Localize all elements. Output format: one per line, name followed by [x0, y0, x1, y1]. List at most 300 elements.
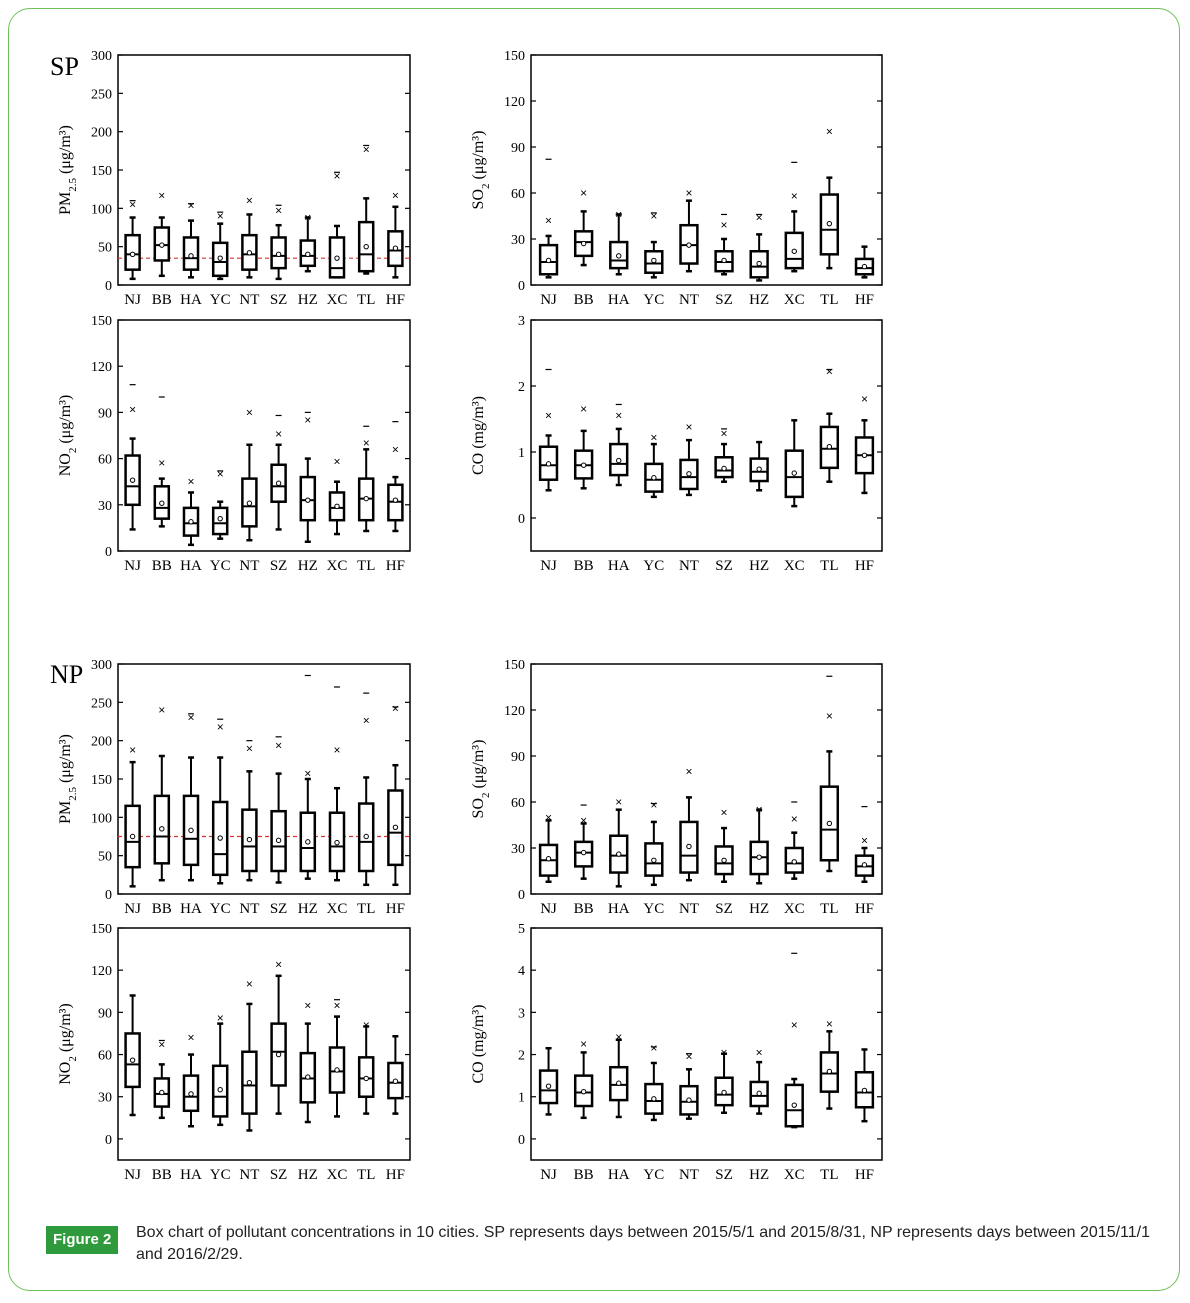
- y-tick-label: 120: [504, 704, 525, 719]
- x-tick-label-yc: YC: [643, 558, 665, 574]
- y-tick-label: 2: [518, 380, 525, 395]
- mean-marker: [364, 244, 368, 248]
- box-nt: [681, 186, 698, 271]
- outlier-marker: ×: [860, 833, 868, 848]
- box-nj: [540, 810, 557, 881]
- mean-marker: [687, 472, 691, 476]
- box-sz: [716, 1045, 733, 1112]
- mean-marker: [827, 445, 831, 449]
- box-ha: [610, 404, 627, 485]
- outlier-marker: ×: [333, 454, 341, 469]
- outlier-marker: ×: [333, 998, 341, 1013]
- box-ha: [184, 1031, 198, 1127]
- x-tick-label-nt: NT: [239, 901, 260, 917]
- box-xc: [786, 162, 803, 271]
- outlier-marker: ×: [755, 210, 763, 225]
- box-nj: [126, 385, 140, 530]
- box-xc: [786, 420, 803, 506]
- x-tick-label-nj: NJ: [540, 292, 557, 308]
- x-tick-label-hz: HZ: [749, 558, 770, 574]
- y-tick-label: 120: [91, 964, 112, 980]
- figure-label: Figure 2: [46, 1226, 118, 1254]
- outlier-marker: ×: [580, 186, 588, 200]
- x-tick-label-nj: NJ: [124, 901, 141, 917]
- y-tick-label: 100: [91, 202, 112, 218]
- mean-marker: [364, 1076, 368, 1080]
- x-tick-label-tl: TL: [357, 292, 376, 308]
- box-ha: [610, 1030, 627, 1117]
- box-tl: [821, 125, 838, 268]
- box-tl: [821, 364, 838, 481]
- box-bb: [575, 402, 592, 488]
- box-yc: [645, 209, 662, 277]
- x-tick-label-xc: XC: [783, 558, 805, 574]
- mean-marker: [189, 828, 193, 832]
- mean-marker: [827, 821, 831, 825]
- box-sz: [716, 427, 733, 482]
- box-yc: [213, 1011, 227, 1125]
- y-tick-label: 150: [504, 49, 525, 64]
- box-xc: [330, 998, 344, 1116]
- mean-marker: [757, 1091, 761, 1095]
- box-nt: [242, 741, 256, 881]
- box-nt: [242, 405, 256, 540]
- box-nj: [540, 1048, 557, 1114]
- box-tl: [359, 1018, 373, 1114]
- x-tick-label-ha: HA: [607, 558, 630, 574]
- x-tick-label-bb: BB: [151, 901, 172, 917]
- box-hf: [856, 1049, 873, 1121]
- mean-marker: [792, 471, 796, 475]
- box-hf: [856, 807, 873, 882]
- mean-marker: [364, 496, 368, 500]
- chart-sp-co: [470, 314, 882, 574]
- box-hz: [751, 1045, 768, 1113]
- y-axis-label: $NO_2$ (μg/m³): [57, 1003, 79, 1085]
- x-tick-label-xc: XC: [783, 1167, 805, 1183]
- outlier-marker: ×: [362, 142, 370, 157]
- x-tick-label-sz: SZ: [269, 1167, 288, 1183]
- mean-marker: [130, 1058, 134, 1062]
- mean-marker: [393, 498, 397, 502]
- box-sz: [716, 214, 733, 274]
- outlier-marker: ×: [275, 426, 283, 441]
- caption-text: Box chart of pollutant concentrations in 10 cities. SP represents days between 2015/5/1 and 2015/8/31, NP represents days between 2015/11/1 and 2016/2/29.: [136, 1224, 1150, 1263]
- box-hf: [388, 701, 402, 884]
- box-tl: [359, 142, 373, 273]
- outlier-marker: ×: [790, 1018, 798, 1033]
- mean-marker: [130, 834, 134, 838]
- mean-marker: [722, 1090, 726, 1094]
- outlier-marker: ×: [362, 1018, 370, 1033]
- outlier-marker: ×: [650, 209, 658, 223]
- box-yc: [645, 430, 662, 496]
- y-axis-label: $NO_2$ (μg/m³): [57, 394, 79, 477]
- outlier-marker: ×: [158, 456, 166, 471]
- outlier-marker: ×: [825, 709, 833, 724]
- box-yc: [213, 719, 227, 883]
- mean-marker: [581, 463, 585, 467]
- y-tick-label: 1: [518, 446, 525, 461]
- x-tick-label-hz: HZ: [749, 901, 770, 917]
- outlier-marker: ×: [216, 209, 224, 223]
- y-tick-label: 100: [91, 811, 112, 827]
- period-label-sp: SP: [50, 52, 79, 81]
- x-tick-label-sz: SZ: [715, 1167, 733, 1183]
- y-tick-label: 0: [518, 512, 525, 527]
- outlier-marker: ×: [216, 467, 224, 481]
- mean-marker: [581, 850, 585, 854]
- x-tick-label-nt: NT: [239, 1167, 260, 1183]
- mean-marker: [757, 261, 761, 265]
- y-axis-label: $PM_{2.5}$ (μg/m³): [57, 125, 79, 215]
- x-tick-label-tl: TL: [820, 901, 839, 917]
- box-xc: [330, 687, 344, 880]
- y-tick-label: 30: [511, 842, 525, 857]
- x-tick-label-sz: SZ: [269, 292, 288, 308]
- x-tick-label-hf: HF: [854, 558, 875, 574]
- box-ha: [184, 198, 198, 277]
- x-tick-label-tl: TL: [357, 901, 376, 917]
- mean-marker: [617, 852, 621, 856]
- mean-marker: [617, 458, 621, 462]
- y-tick-label: 5: [518, 922, 525, 937]
- x-tick-label-nt: NT: [239, 292, 260, 308]
- x-tick-label-nt: NT: [678, 1167, 699, 1183]
- box-sz: [272, 958, 286, 1114]
- x-tick-label-nj: NJ: [540, 1167, 557, 1183]
- outlier-marker: ×: [720, 426, 728, 441]
- x-tick-label-ha: HA: [607, 292, 630, 308]
- mean-marker: [393, 1079, 397, 1083]
- x-tick-label-bb: BB: [573, 292, 594, 308]
- box-ha: [184, 475, 198, 545]
- mean-marker: [306, 1075, 310, 1079]
- box-sz: [272, 204, 286, 279]
- outlier-marker: ×: [720, 1045, 728, 1060]
- mean-marker: [827, 1069, 831, 1073]
- mean-marker: [687, 243, 691, 247]
- mean-marker: [364, 834, 368, 838]
- y-tick-label: 150: [504, 658, 525, 673]
- x-tick-label-nj: NJ: [540, 558, 557, 574]
- mean-marker: [652, 476, 656, 480]
- outlier-marker: ×: [129, 742, 137, 757]
- box-nt: [242, 977, 256, 1130]
- x-tick-label-hf: HF: [385, 292, 405, 308]
- box-hf: [388, 1036, 402, 1113]
- mean-marker: [827, 221, 831, 225]
- box-nj: [126, 995, 140, 1115]
- y-tick-label: 90: [98, 1006, 112, 1022]
- y-tick-label: 0: [518, 279, 525, 294]
- mean-marker: [862, 1088, 866, 1092]
- outlier-marker: ×: [275, 738, 283, 753]
- mean-marker: [247, 501, 251, 505]
- mean-marker: [276, 838, 280, 842]
- y-tick-label: 60: [511, 187, 525, 202]
- box-nj: [126, 198, 140, 279]
- box-hz: [301, 676, 315, 879]
- mean-marker: [335, 1068, 339, 1072]
- outlier-marker: ×: [216, 1010, 224, 1025]
- outlier-marker: ×: [158, 1037, 166, 1052]
- box-yc: [213, 209, 227, 279]
- box-xc: [330, 169, 344, 277]
- outlier-marker: ×: [245, 977, 253, 992]
- mean-marker: [130, 252, 134, 256]
- outlier-marker: ×: [275, 203, 283, 218]
- outlier-marker: ×: [685, 186, 693, 200]
- mean-marker: [247, 251, 251, 255]
- box-tl: [359, 693, 373, 885]
- mean-marker: [276, 481, 280, 485]
- mean-marker: [276, 252, 280, 256]
- outlier-marker: ×: [391, 442, 399, 457]
- outlier-marker: ×: [129, 197, 137, 212]
- box-hz: [751, 211, 768, 281]
- outlier-marker: ×: [825, 1017, 833, 1032]
- box-hz: [301, 211, 315, 272]
- outlier-marker: ×: [650, 430, 658, 445]
- chart-np-no2: [57, 922, 410, 1183]
- chart-np-co: [470, 922, 882, 1183]
- x-tick-label-bb: BB: [573, 558, 594, 574]
- y-tick-label: 300: [91, 49, 112, 64]
- x-tick-label-ha: HA: [180, 901, 202, 917]
- mean-marker: [722, 466, 726, 470]
- outlier-marker: ×: [187, 1030, 195, 1045]
- outlier-marker: ×: [333, 169, 341, 184]
- x-tick-label-nt: NT: [678, 901, 699, 917]
- y-tick-label: 60: [98, 1048, 112, 1064]
- box-sz: [272, 737, 286, 883]
- x-tick-label-sz: SZ: [269, 901, 288, 917]
- outlier-marker: ×: [755, 802, 763, 817]
- y-tick-label: 60: [98, 452, 112, 468]
- outlier-marker: ×: [333, 742, 341, 757]
- mean-marker: [160, 501, 164, 505]
- x-tick-label-yc: YC: [209, 558, 231, 574]
- box-tl: [821, 676, 838, 871]
- mean-marker: [335, 256, 339, 260]
- mean-marker: [652, 1097, 656, 1101]
- mean-marker: [617, 254, 621, 258]
- outlier-marker: ×: [580, 1037, 588, 1051]
- y-tick-label: 120: [91, 360, 112, 376]
- outlier-marker: ×: [860, 392, 868, 407]
- mean-marker: [160, 827, 164, 831]
- box-nt: [681, 420, 698, 495]
- x-tick-label-hz: HZ: [297, 1167, 318, 1183]
- mean-marker: [189, 1092, 193, 1096]
- x-tick-label-hf: HF: [385, 901, 405, 917]
- y-tick-label: 3: [518, 1006, 525, 1022]
- mean-marker: [130, 478, 134, 482]
- mean-marker: [757, 467, 761, 471]
- box-ha: [184, 711, 198, 881]
- x-tick-label-tl: TL: [357, 558, 376, 574]
- box-hz: [751, 442, 768, 490]
- x-tick-label-ha: HA: [180, 1167, 202, 1183]
- mean-marker: [862, 863, 866, 867]
- outlier-marker: ×: [275, 957, 283, 972]
- x-tick-label-sz: SZ: [715, 292, 733, 308]
- y-tick-label: 30: [98, 1090, 112, 1106]
- box-bb: [575, 805, 592, 879]
- x-tick-label-hz: HZ: [297, 292, 318, 308]
- box-hz: [751, 803, 768, 884]
- x-tick-label-ha: HA: [607, 1167, 630, 1183]
- y-tick-label: 3: [518, 314, 525, 329]
- x-tick-label-nj: NJ: [540, 901, 557, 917]
- mean-marker: [546, 857, 550, 861]
- x-tick-label-ha: HA: [607, 901, 630, 917]
- y-tick-label: 90: [98, 406, 112, 422]
- y-axis-label: $SO_2$ (μg/m³): [470, 739, 492, 819]
- x-tick-label-tl: TL: [820, 292, 839, 308]
- y-tick-label: 50: [98, 849, 112, 865]
- y-tick-label: 150: [91, 922, 112, 937]
- y-tick-label: 1: [518, 1090, 525, 1106]
- x-tick-label-hz: HZ: [749, 1167, 770, 1183]
- outlier-marker: ×: [615, 795, 623, 809]
- outlier-marker: ×: [825, 364, 833, 379]
- box-xc: [786, 802, 803, 879]
- x-tick-label-nj: NJ: [124, 558, 141, 574]
- mean-marker: [218, 256, 222, 260]
- mean-marker: [306, 498, 310, 502]
- box-yc: [645, 798, 662, 885]
- x-tick-label-hf: HF: [854, 1167, 875, 1183]
- x-tick-label-yc: YC: [209, 1167, 231, 1183]
- y-tick-label: 0: [518, 1132, 525, 1148]
- box-hf: [388, 188, 402, 277]
- y-tick-label: 300: [91, 658, 112, 673]
- x-tick-label-tl: TL: [820, 558, 839, 574]
- y-tick-label: 90: [511, 750, 525, 765]
- chart-sp-so2: [470, 49, 882, 308]
- y-tick-label: 60: [511, 796, 525, 811]
- mean-marker: [722, 258, 726, 262]
- x-tick-label-yc: YC: [209, 901, 231, 917]
- box-yc: [645, 1041, 662, 1120]
- box-xc: [330, 455, 344, 534]
- x-tick-label-hf: HF: [385, 558, 405, 574]
- box-yc: [213, 467, 227, 539]
- chart-sp-no2: [57, 314, 410, 574]
- y-tick-label: 50: [98, 240, 112, 256]
- mean-marker: [218, 516, 222, 520]
- outlier-marker: ×: [720, 218, 728, 233]
- mean-marker: [160, 1090, 164, 1094]
- mean-marker: [247, 1080, 251, 1084]
- mean-marker: [276, 1052, 280, 1056]
- outlier-marker: ×: [545, 213, 553, 228]
- outlier-marker: ×: [362, 436, 370, 451]
- mean-marker: [546, 462, 550, 466]
- mean-marker: [687, 844, 691, 848]
- outlier-marker: ×: [615, 408, 623, 423]
- x-tick-label-xc: XC: [783, 292, 805, 308]
- y-tick-label: 200: [91, 125, 112, 141]
- box-hz: [301, 998, 315, 1122]
- outlier-marker: ×: [129, 402, 137, 417]
- outlier-marker: ×: [685, 1049, 693, 1064]
- y-tick-label: 0: [105, 545, 112, 560]
- outlier-marker: ×: [304, 413, 312, 428]
- x-tick-label-sz: SZ: [715, 901, 733, 917]
- outlier-marker: ×: [245, 741, 253, 756]
- outlier-marker: ×: [755, 1045, 763, 1060]
- box-hf: [856, 247, 873, 278]
- outlier-marker: ×: [650, 798, 658, 813]
- x-tick-label-bb: BB: [151, 558, 172, 574]
- mean-marker: [546, 1084, 550, 1088]
- mean-marker: [652, 858, 656, 862]
- x-tick-label-yc: YC: [643, 292, 665, 308]
- x-tick-label-ha: HA: [180, 292, 202, 308]
- outlier-marker: ×: [790, 811, 798, 826]
- x-tick-label-xc: XC: [326, 901, 348, 917]
- chart-sp-pm25: [57, 49, 410, 308]
- outlier-marker: ×: [245, 405, 253, 420]
- box-bb: [155, 397, 169, 526]
- y-tick-label: 0: [105, 279, 112, 294]
- y-tick-label: 30: [511, 233, 525, 248]
- mean-marker: [581, 241, 585, 245]
- x-tick-label-nj: NJ: [124, 1167, 141, 1183]
- x-tick-label-yc: YC: [209, 292, 231, 308]
- x-tick-label-sz: SZ: [715, 558, 733, 574]
- y-tick-label: 150: [91, 773, 112, 788]
- box-hz: [301, 412, 315, 541]
- mean-marker: [306, 840, 310, 844]
- box-nt: [242, 194, 256, 278]
- y-axis-label: $PM_{2.5}$ (μg/m³): [57, 734, 79, 824]
- mean-marker: [335, 840, 339, 844]
- outlier-marker: ×: [216, 719, 224, 734]
- x-tick-label-hz: HZ: [297, 558, 318, 574]
- mean-marker: [862, 453, 866, 457]
- box-ha: [610, 207, 627, 274]
- outlier-marker: ×: [545, 810, 553, 825]
- outlier-marker: ×: [825, 124, 833, 139]
- x-tick-label-bb: BB: [573, 901, 594, 917]
- x-tick-label-ha: HA: [180, 558, 202, 574]
- box-tl: [821, 1017, 838, 1108]
- box-nt: [681, 1050, 698, 1119]
- mean-marker: [393, 825, 397, 829]
- mean-marker: [160, 243, 164, 247]
- x-tick-label-nt: NT: [678, 292, 699, 308]
- mean-marker: [581, 1089, 585, 1093]
- outlier-marker: ×: [685, 419, 693, 434]
- x-tick-label-xc: XC: [326, 292, 348, 308]
- x-tick-label-yc: YC: [643, 901, 665, 917]
- outlier-marker: ×: [158, 703, 166, 717]
- outlier-marker: ×: [304, 766, 312, 781]
- x-tick-label-bb: BB: [151, 292, 172, 308]
- mean-marker: [652, 258, 656, 262]
- outlier-marker: ×: [391, 188, 399, 203]
- outlier-marker: ×: [685, 764, 693, 779]
- mean-marker: [218, 836, 222, 840]
- outlier-marker: ×: [580, 402, 588, 417]
- x-tick-label-yc: YC: [643, 1167, 665, 1183]
- outlier-marker: ×: [615, 1029, 623, 1044]
- mean-marker: [247, 837, 251, 841]
